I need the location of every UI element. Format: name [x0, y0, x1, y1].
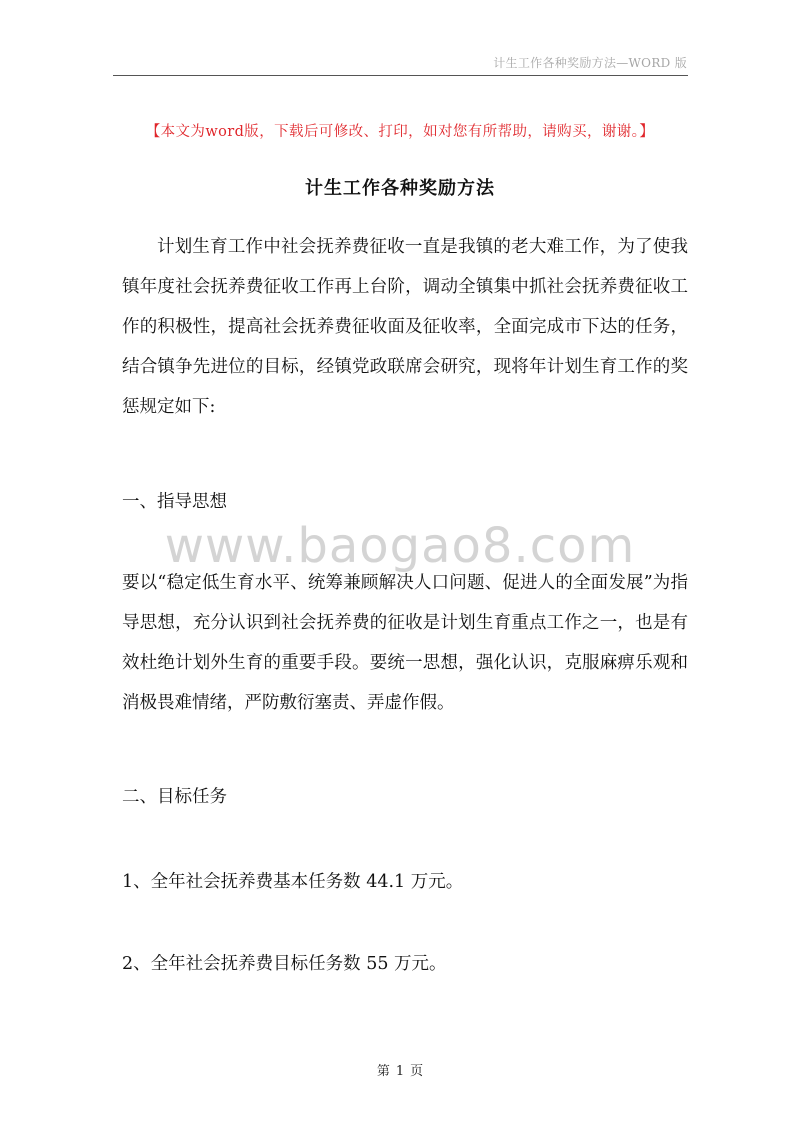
guiding-thought-paragraph: 要以“稳定低生育水平、统筹兼顾解决人口问题、促进人的全面发展”为指导思想，充分认识到社会抚养费的征收是计划生育重点工作之一，也是有效杜绝计划外生育的重要手段。要统一思想，强化认识，克服麻痹乐观和消极畏难情绪，严防敷衍塞责、弄虚作假。 — [122, 573, 688, 713]
header-divider — [113, 75, 688, 76]
page-footer — [0, 1060, 800, 1079]
intro-paragraph: 计划生育工作中社会抚养费征收一直是我镇的老大难工作，为了使我镇年度社会抚养费征收工作再上台阶，调动全镇集中抓社会抚养费征收工作的积极性，提高社会抚养费征收面及征收率，全面完成市下达的任务，结合镇争先进位的目标，经镇党政联席会研究，现将年计划生育工作的奖惩规定如下: — [122, 237, 688, 417]
page-suffix: 页 — [410, 1064, 424, 1079]
page-number: 1 — [395, 1064, 405, 1079]
page-prefix: 第 — [376, 1064, 390, 1079]
purchase-notice: 【本文为word版，下载后可修改、打印，如对您有所帮助，请购买，谢谢。】 — [145, 124, 655, 140]
watermark: www.baogao8.com — [164, 518, 636, 574]
document-title: 计生工作各种奖励方法 — [305, 178, 495, 199]
header-title: 计生工作各种奖励方法—WORD 版 — [493, 56, 687, 70]
target-item-basic: 1、全年社会抚养费基本任务数 44.1 万元。 — [122, 872, 464, 892]
page-header — [0, 0, 800, 80]
section-heading-guiding-thought: 一、指导思想 — [122, 492, 227, 512]
target-item-goal: 2、全年社会抚养费目标任务数 55 万元。 — [122, 954, 447, 974]
section-heading-targets: 二、目标任务 — [122, 787, 227, 807]
